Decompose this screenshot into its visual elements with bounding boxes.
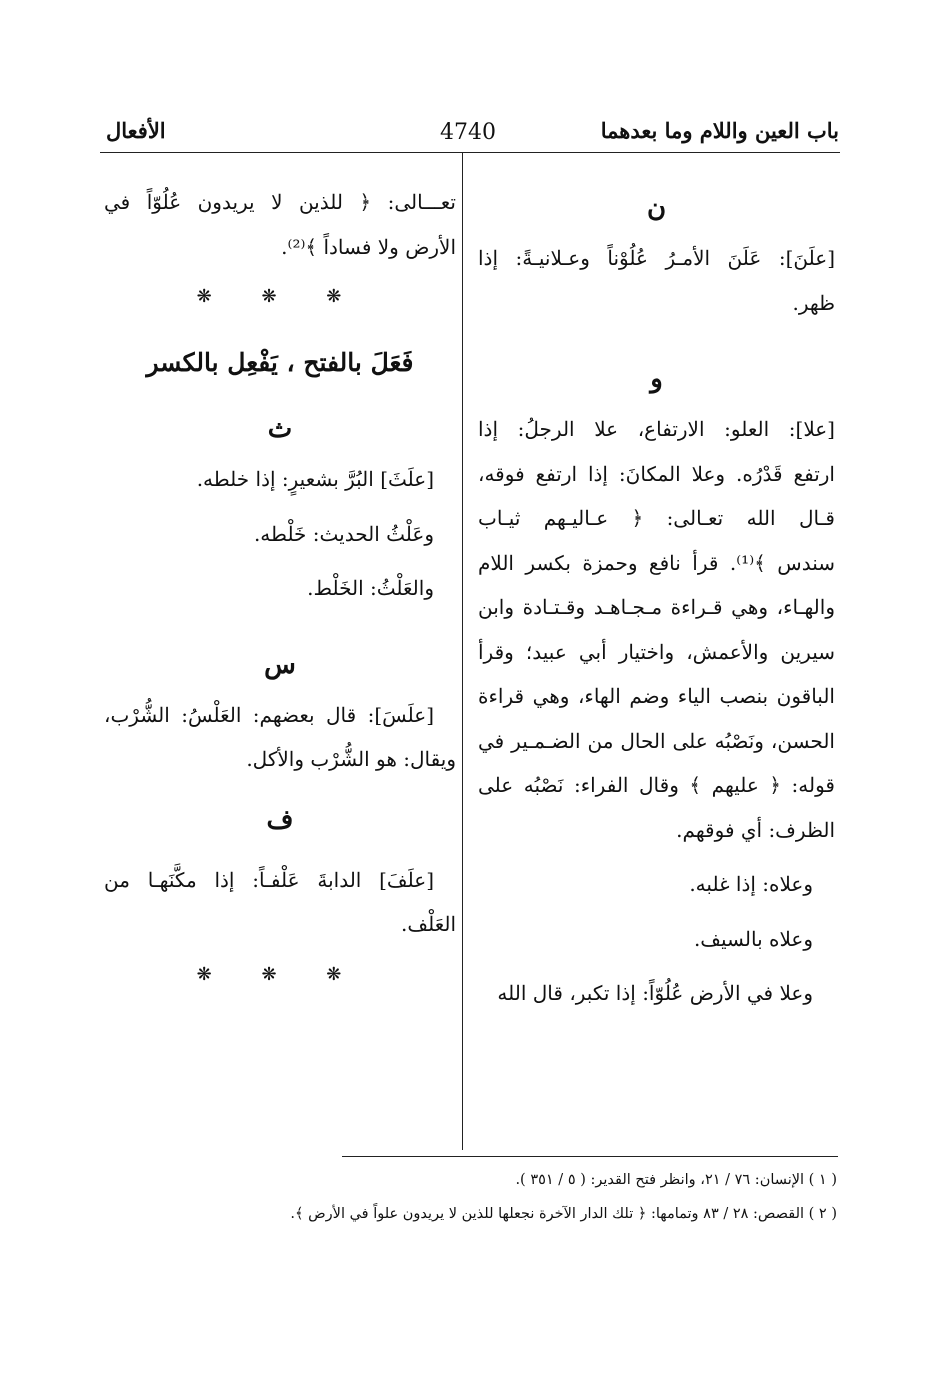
entry-line: سندس ﴾⁽¹⁾. قرأ نافع وحمزة بكسر اللام xyxy=(478,550,835,575)
letter-heading-tha: ث xyxy=(267,414,293,444)
entry-line: وعلاه: إذا غلبه. xyxy=(689,872,813,896)
entry-line: والهـاء، وهي قـراءة مـجـاهـد وقـتـادة وابن xyxy=(478,595,835,619)
footnote: ( ١ ) الإنسان: ٧٦ / ٢١، وانظر فتح القدير: ( ٥ / ٣٥١ ). xyxy=(515,1172,837,1188)
section-title: الأفعال xyxy=(106,118,166,143)
entry-line: الظرف: أي فوقهم. xyxy=(676,817,835,842)
entry-line: [علَثَ] البُرَّ بشعيرٍ: إذا خلطه. xyxy=(196,467,434,491)
entry-line: العَلْف. xyxy=(401,912,456,936)
page-number: 4740 xyxy=(440,120,496,145)
section-separator: ❋ ❋ ❋ xyxy=(196,286,364,307)
letter-heading-nun: ن xyxy=(646,193,667,223)
right-column xyxy=(478,180,835,1016)
letter-heading-sin: س xyxy=(264,649,296,680)
entry-line: تعـــالى: ﴿ للذين لا يريدون عُلُوّاً في xyxy=(104,190,456,214)
entry-line: [علا]: العلو: الارتفاع، علا الرجلُ: إذا xyxy=(478,417,835,441)
entry-line: وعلا في الأرض عُلُوّاً: إذا تكبر، قال الله xyxy=(497,981,813,1005)
entry-line: ارتفع قَدْرُه. وعلا المكانَ: إذا ارتفع فوقه، xyxy=(478,461,835,486)
letter-heading-fa: ف xyxy=(266,804,294,835)
chapter-title: باب العين واللام وما بعدهما xyxy=(600,118,839,143)
footnote: ( ٢ ) القصص: ٢٨ / ٨٣ وتمامها: ﴿ تلك الدار الآخرة نجعلها للذين لا يريدون علواً في الأرض ﴾. xyxy=(290,1206,837,1222)
entry-line: الحسن، ونَصْبُه على الحال من الضـمـير في xyxy=(478,728,835,753)
entry-line: سيرين والأعمش، واختيار أبي عبيد؛ وقرأ xyxy=(478,639,835,664)
entry-line: [علَسَ]: قال بعضهم: العَلْسُ: الشُّرْب، xyxy=(104,702,434,727)
left-column xyxy=(104,180,456,1003)
entry-line: [علَنَ]: عَلَنَ الأمـرُ عُلُوْناً وعـلانيـةً: إذا xyxy=(478,246,835,270)
entry-line: وعَلْثُ الحديث: خَلْطه. xyxy=(253,521,434,546)
entry-line: ظهر. xyxy=(792,290,835,315)
entry-line: [علَفَ] الدابةَ عَلْفـاً: إذا مكَّنَهـا من xyxy=(104,867,434,892)
entry-line: والعَلْثُ: الخَلْط. xyxy=(307,576,434,600)
letter-heading-waw: و xyxy=(650,364,663,394)
entry-line: قوله: ﴿ عليهم ﴾ وقال الفراء: نَصْبُه على xyxy=(478,773,835,797)
footnote-rule xyxy=(342,1156,838,1157)
entry-line: الباقون بنصب الياء وضم الهاء، وهي قراءة xyxy=(478,684,835,708)
entry-line: وعلاه بالسيف. xyxy=(693,926,813,951)
header-rule xyxy=(100,152,840,153)
column-divider xyxy=(462,153,463,1150)
section-separator: ❋ ❋ ❋ xyxy=(196,963,364,985)
entry-line: الأرض ولا فساداً ﴾⁽²⁾. xyxy=(281,234,456,259)
entry-line: قـال الله تعـالى: ﴿ عـاليـهم ثيـاب xyxy=(478,506,835,530)
entry-line: ويقال: هو الشُّرْب والأكل. xyxy=(246,747,456,771)
section-heading: فَعَلَ بالفتح ، يَفْعِل بالكسر xyxy=(146,348,414,377)
